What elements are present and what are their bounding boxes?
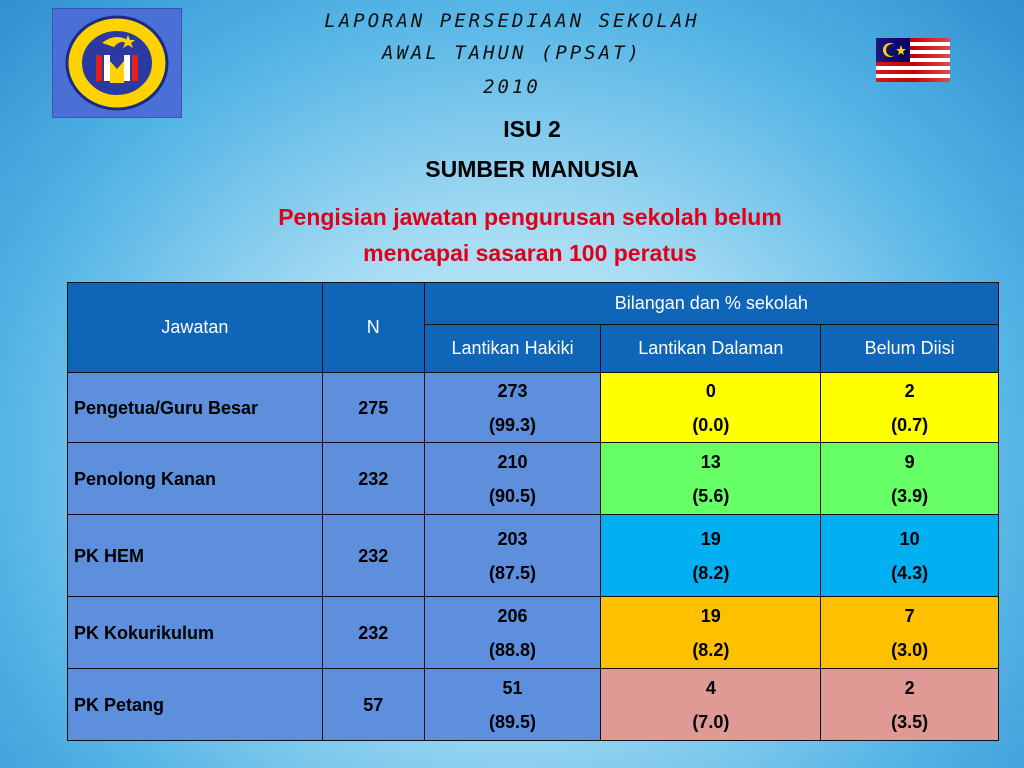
row-n: 232 [322, 597, 424, 669]
row-dalaman [601, 443, 821, 515]
hakiki-count: 273 [497, 380, 528, 401]
header-jawatan: Jawatan [68, 283, 323, 373]
hakiki-count: 203 [497, 528, 528, 549]
row-belum [821, 515, 999, 597]
subtitle-line1: Pengisian jawatan pengurusan sekolah belum [278, 204, 782, 230]
dalaman-count: 0 [705, 380, 716, 401]
hakiki-pct: (89.5) [489, 711, 537, 732]
table-row [68, 669, 999, 741]
row-dalaman [601, 669, 821, 741]
dalaman-count: 19 [700, 528, 721, 549]
row-jawatan: PK Kokurikulum [68, 597, 323, 669]
dalaman-pct: (7.0) [692, 711, 730, 732]
row-jawatan: Pengetua/Guru Besar [68, 373, 323, 443]
row-n: 275 [322, 373, 424, 443]
dalaman-pct: (8.2) [692, 562, 730, 583]
dalaman-count: 19 [700, 605, 721, 626]
subtitle-line2: mencapai sasaran 100 peratus [363, 240, 697, 266]
row-dalaman [601, 597, 821, 669]
belum-count: 2 [904, 380, 915, 401]
row-n: 232 [322, 515, 424, 597]
belum-pct: (3.0) [891, 639, 929, 660]
dalaman-pct: (5.6) [692, 485, 730, 506]
belum-count: 10 [899, 528, 920, 549]
belum-pct: (3.9) [891, 485, 929, 506]
row-dalaman [601, 373, 821, 443]
table-row [68, 443, 999, 515]
row-jawatan: Penolong Kanan [68, 443, 323, 515]
row-hakiki [424, 373, 601, 443]
row-dalaman [601, 515, 821, 597]
row-belum [821, 373, 999, 443]
hakiki-pct: (87.5) [489, 562, 537, 583]
hakiki-count: 210 [497, 451, 528, 472]
belum-pct: (4.3) [891, 562, 929, 583]
header-lantikan-hakiki: Lantikan Hakiki [424, 325, 601, 373]
table-row [68, 373, 999, 443]
issue-topic: SUMBER MANUSIA [425, 156, 639, 182]
dalaman-count: 13 [700, 451, 721, 472]
row-belum [821, 669, 999, 741]
hakiki-count: 206 [497, 605, 528, 626]
hakiki-pct: (99.3) [489, 414, 537, 435]
header-belum-diisi: Belum Diisi [821, 325, 999, 373]
report-title-line2: AWAL TAHUN (PPSAT) [382, 42, 642, 64]
row-hakiki [424, 443, 601, 515]
row-n: 57 [322, 669, 424, 741]
staffing-table [67, 282, 999, 741]
issue-number: ISU 2 [503, 116, 561, 142]
belum-count: 7 [904, 605, 915, 626]
hakiki-pct: (88.8) [489, 639, 537, 660]
header-group: Bilangan dan % sekolah [424, 283, 998, 325]
row-hakiki [424, 515, 601, 597]
row-hakiki [424, 597, 601, 669]
hakiki-pct: (90.5) [489, 485, 537, 506]
row-belum [821, 597, 999, 669]
belum-count: 2 [904, 677, 915, 698]
row-n: 232 [322, 443, 424, 515]
hakiki-count: 51 [502, 677, 523, 698]
belum-pct: (0.7) [891, 414, 929, 435]
report-title-line1: LAPORAN PERSEDIAAN SEKOLAH [324, 10, 700, 32]
header-lantikan-dalaman: Lantikan Dalaman [601, 325, 821, 373]
row-jawatan: PK HEM [68, 515, 323, 597]
dalaman-count: 4 [705, 677, 716, 698]
row-belum [821, 443, 999, 515]
dalaman-pct: (0.0) [692, 414, 730, 435]
report-year: 2010 [483, 76, 541, 98]
table-row [68, 597, 999, 669]
dalaman-pct: (8.2) [692, 639, 730, 660]
row-jawatan: PK Petang [68, 669, 323, 741]
row-hakiki [424, 669, 601, 741]
belum-count: 9 [904, 451, 915, 472]
belum-pct: (3.5) [891, 711, 929, 732]
header-n: N [322, 283, 424, 373]
table-row [68, 515, 999, 597]
